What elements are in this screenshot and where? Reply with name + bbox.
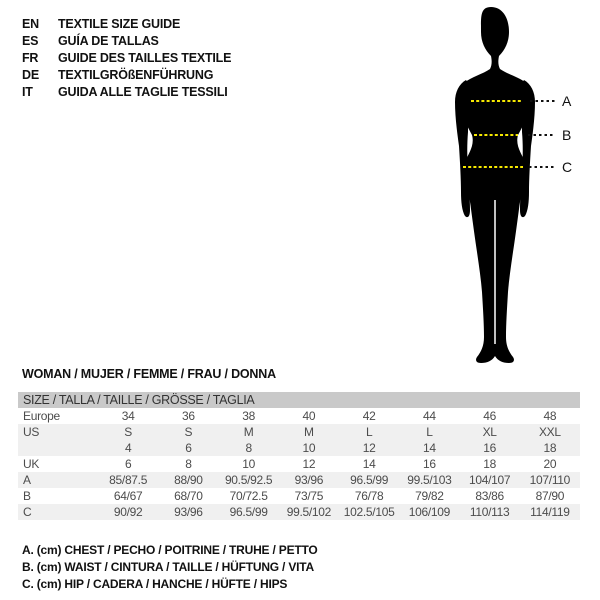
size-cell: 16	[423, 457, 436, 471]
size-cell: 104/107	[460, 472, 520, 488]
size-cell: 10	[242, 457, 255, 471]
lang-code: EN	[22, 17, 39, 31]
size-cell: XXL	[520, 424, 580, 440]
size-cell: 106/109	[399, 504, 459, 520]
size-cell: 79/82	[415, 489, 444, 503]
row-label: UK	[23, 457, 40, 471]
table-header-cell: SIZE / TALLA / TAILLE / GRÖSSE / TAGLIA	[18, 392, 580, 408]
size-cell: 93/96	[158, 504, 218, 520]
size-cell: 18	[483, 457, 496, 471]
size-cell: 44	[423, 409, 436, 423]
size-cell: 83/86	[475, 489, 504, 503]
measurement-legend	[22, 542, 318, 593]
table-row	[18, 424, 580, 440]
size-cell: 12	[339, 440, 399, 456]
size-cell: 36	[182, 409, 195, 423]
size-cell: 8	[185, 457, 192, 471]
size-cell: 88/90	[158, 472, 218, 488]
size-cell: 99.5/102	[279, 504, 339, 520]
size-cell: 10	[279, 440, 339, 456]
size-cell: M	[219, 424, 279, 440]
row-label: C	[18, 504, 98, 520]
lang-row-es	[22, 33, 231, 50]
row-label: B	[23, 489, 31, 503]
legend-waist: B. (cm) WAIST / CINTURA / TAILLE / HÜFTUNG / VITA	[22, 560, 314, 574]
size-cell: 18	[520, 440, 580, 456]
lang-code: FR	[22, 51, 39, 65]
size-cell: 46	[483, 409, 496, 423]
size-cell: 8	[219, 440, 279, 456]
lang-row-de	[22, 67, 231, 84]
size-cell: 42	[362, 409, 376, 423]
size-cell: 4	[98, 440, 158, 456]
hip-label: C	[562, 159, 573, 175]
legend-chest: A. (cm) CHEST / PECHO / POITRINE / TRUHE / PETTO	[22, 543, 318, 557]
lang-title: TEXTILGRÖßENFÜHRUNG	[58, 68, 214, 82]
lang-code: DE	[22, 68, 39, 82]
size-cell: 40	[302, 409, 316, 423]
size-cell: 38	[242, 409, 255, 423]
size-cell: 64/67	[113, 489, 143, 503]
table-row	[18, 504, 580, 520]
size-cell: S	[98, 424, 158, 440]
size-cell: 14	[399, 440, 459, 456]
lang-code: IT	[22, 85, 33, 99]
chest-label: A	[562, 93, 572, 109]
row-label	[18, 440, 98, 456]
size-cell: 76/78	[354, 489, 384, 503]
size-cell: 87/90	[535, 489, 565, 503]
language-title-block	[22, 16, 231, 101]
lang-title: GUIDA ALLE TAGLIE TESSILI	[58, 85, 228, 99]
size-cell: 48	[543, 409, 557, 423]
size-cell: L	[339, 424, 399, 440]
size-cell: 34	[121, 409, 135, 423]
lang-code: ES	[22, 34, 39, 48]
table-row	[18, 488, 580, 504]
lang-title: GUÍA DE TALLAS	[58, 34, 159, 48]
size-cell: L	[399, 424, 459, 440]
size-cell: 6	[158, 440, 218, 456]
size-cell: M	[279, 424, 339, 440]
row-label: A	[18, 472, 98, 488]
size-cell: 14	[362, 457, 376, 471]
size-cell: 107/110	[520, 472, 580, 488]
size-cell: XL	[460, 424, 520, 440]
size-cell: 93/96	[279, 472, 339, 488]
legend-hip: C. (cm) HIP / CADERA / HANCHE / HÜFTE / HIPS	[22, 577, 288, 591]
table-row	[18, 472, 580, 488]
size-cell: 68/70	[174, 489, 203, 503]
row-label: US	[18, 424, 98, 440]
lang-row-it	[22, 84, 231, 101]
left-arm	[455, 80, 471, 217]
size-table-body	[18, 408, 580, 520]
size-table	[18, 392, 580, 520]
size-table-wrap	[18, 392, 580, 520]
size-cell: 73/75	[294, 489, 324, 503]
table-row	[18, 456, 580, 472]
size-cell: 110/113	[460, 504, 520, 520]
size-cell: 20	[543, 457, 557, 471]
table-row	[18, 440, 580, 456]
table-header-row	[18, 392, 580, 408]
row-label: Europe	[23, 409, 60, 423]
size-cell: 90.5/92.5	[219, 472, 279, 488]
size-cell: 96.5/99	[339, 472, 399, 488]
size-cell: 114/119	[520, 504, 580, 520]
size-cell: 85/87.5	[98, 472, 158, 488]
lang-title: TEXTILE SIZE GUIDE	[58, 17, 181, 31]
size-cell: 99.5/103	[399, 472, 459, 488]
size-cell: 90/92	[98, 504, 158, 520]
lang-title: GUIDE DES TAILLES TEXTILE	[58, 51, 232, 65]
right-arm	[519, 80, 535, 217]
size-cell: 70/72.5	[229, 489, 268, 503]
size-cell: 16	[460, 440, 520, 456]
section-title: WOMAN / MUJER / FEMME / FRAU / DONNA	[22, 367, 276, 381]
size-cell: 12	[302, 457, 316, 471]
waist-label: B	[562, 127, 572, 143]
measurement-figure	[425, 4, 600, 364]
table-row	[18, 408, 580, 424]
size-cell: 96.5/99	[219, 504, 279, 520]
lang-row-fr	[22, 50, 231, 67]
size-cell: S	[158, 424, 218, 440]
woman-silhouette-svg	[425, 4, 600, 364]
size-cell: 6	[124, 457, 132, 471]
size-cell: 102.5/105	[339, 504, 399, 520]
lang-row-en	[22, 16, 231, 33]
